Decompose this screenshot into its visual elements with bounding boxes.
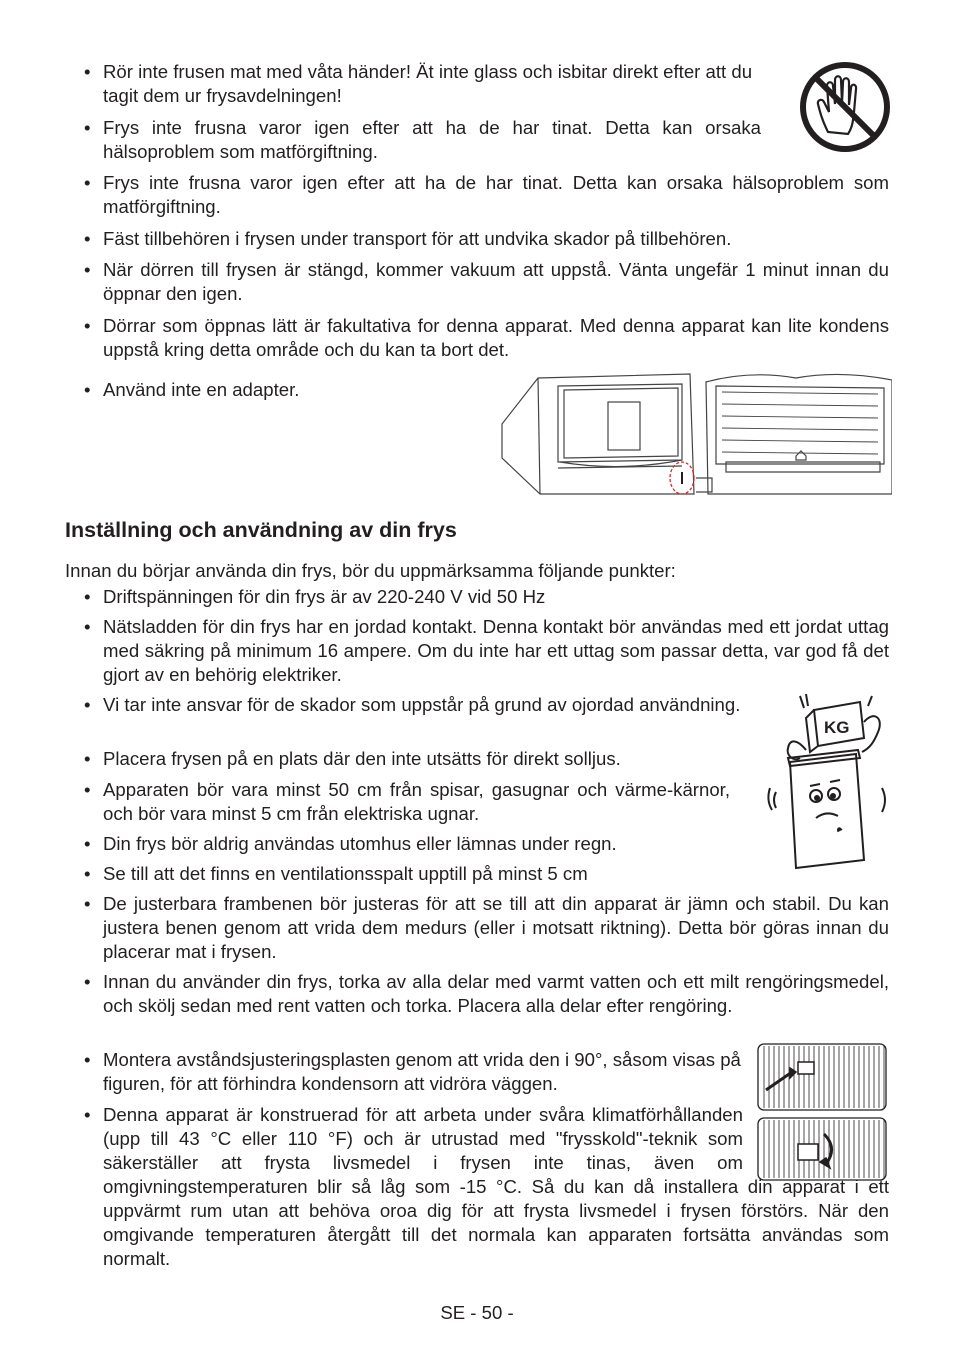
bullet-ventilation: • Se till att det finns en ventilationsspalt upptill på minst 5 cm [78, 862, 758, 886]
bullet-feet: • De justerbara frambenen bör justeras för att se till att din apparat är jämn och stabil. Du kan justera benen genom att vrida dem medurs (eller i motsatt riktning). Detta bör göras innan du placerar mat i frysen. [78, 892, 889, 964]
bullet-doors: • Dörrar som öppnas lätt är fakultativa for denna apparat. Med denna apparat kan lite kondens uppstå kring detta område och du kan ta bort det. [78, 314, 889, 362]
bullet-refreeze-b: • Frys inte frusna varor igen efter att ha de har tinat. Detta kan orsaka hälsoproblem som matförgiftning. [78, 171, 889, 219]
intro-text: Innan du börjar använda din frys, bör du uppmärksamma följande punkter: [65, 560, 676, 581]
condenser-spacer-illustration [752, 1040, 892, 1184]
bullet-spacer: • Montera avståndsjusteringsplasten genom att vrida den i 90°, såsom visas på figuren, för att förhindra kondensorn att vidröra väggen. [78, 1048, 744, 1096]
bullet-sunlight: • Placera frysen på en plats där den inte utsätts för direkt solljus. [78, 747, 765, 771]
bullet-transport: • Fäst tillbehören i frysen under transport för att undvika skador på tillbehören. [78, 227, 889, 251]
page-number: SE - 50 - [440, 1302, 514, 1323]
bullet-voltage: • Driftspänningen för din frys är av 220-240 V vid 50 Hz [78, 585, 889, 609]
no-wet-hands-icon [798, 60, 892, 154]
overloaded-freezer-illustration [760, 692, 892, 872]
bullet-refreeze-a: • Frys inte frusna varor igen efter att ha de har tinat. Detta kan orsaka hälsoproblem som matförgiftning. [78, 116, 761, 164]
bullet-distance: • Apparaten bör vara minst 50 cm från spisar, gasugnar och värme-kärnor, och bör vara minst 5 cm från elektriska ugnar. [78, 778, 730, 826]
kg-label: KG [824, 718, 850, 737]
bullet-vacuum: • När dörren till frysen är stängd, kommer vakuum att uppstå. Vänta ungefär 1 minut innan du öppnar den igen. [78, 258, 889, 306]
bullet-climate-text: Denna apparat är konstruerad för att arbeta under svåra klimatförhållanden (upp till 43 °C eller 110 °F) och är utrustad med "frysskold"-teknik som säkerställer att frysta livsmedel i frysen inte tinas, även om omgivningstemperaturen blir så låg som -15 °C. Så du kan då installera din apparat i ett uppvärmt rum utan att behöva oroa dig för att frysta livsmedel i frysen förstörs. När den omgivande temperaturen återgått till det normala kan apparaten fortsätta användas som normalt. [103, 1104, 889, 1269]
bullet-outdoors: • Din frys bör aldrig användas utomhus eller lämnas under regn. [78, 832, 758, 856]
freezer-door-illustration [500, 368, 892, 500]
section-heading: Inställning och användning av din frys [65, 518, 457, 542]
bullet-grounded-plug: • Nätsladden för din frys har en jordad kontakt. Denna kontakt bör användas med ett jordat uttag med säkring på minimum 16 ampere. Om du inte har ett uttag som passar detta, var god få det gjort av en behörig elektriker. [78, 615, 889, 687]
bullet-liability: • Vi tar inte ansvar för de skador som uppstår på grund av ojordad användning. [78, 693, 765, 717]
bullet-adapter: • Använd inte en adapter. [78, 378, 478, 402]
bullet-wet-hands: • Rör inte frusen mat med våta händer! Ät inte glass och isbitar direkt efter att du tagit dem ur frysavdelningen! [78, 60, 761, 108]
bullet-cleaning: • Innan du använder din frys, torka av alla delar med varmt vatten och ett milt rengöringsmedel, och skölj sedan med rent vatten och torka. Placera alla delar efter rengöring. [78, 970, 889, 1018]
